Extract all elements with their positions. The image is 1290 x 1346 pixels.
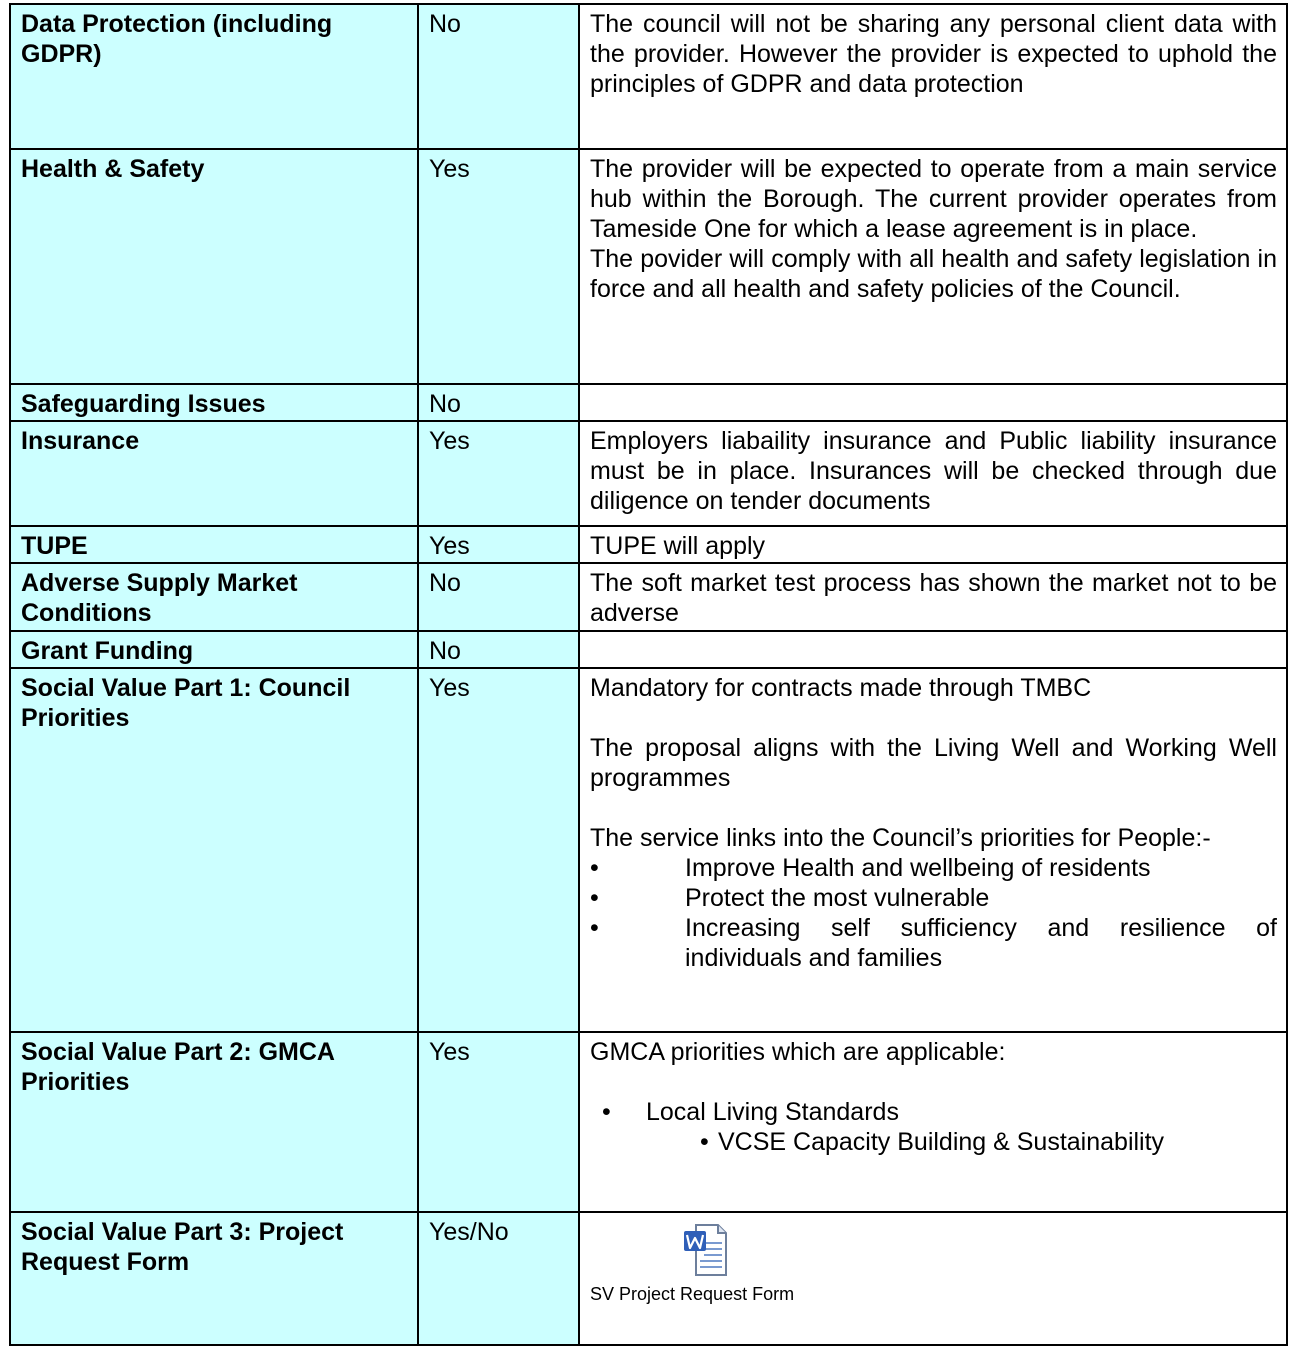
detail-paragraph: GMCA priorities which are applicable:: [590, 1038, 1006, 1066]
row-category: Social Value Part 3: Project Request Form: [10, 1212, 418, 1345]
list-item: [590, 853, 1277, 883]
list-subitem: • VCSE Capacity Building & Sustainability: [590, 1127, 1277, 1157]
bullet-text: Improve Health and wellbeing of residents: [685, 854, 1151, 882]
table-row: [10, 1212, 1287, 1345]
row-detail: [579, 384, 1287, 421]
detail-paragraph: The povider will comply with all health and safety legislation in force and all health and safety policies of the Council.: [590, 245, 1277, 303]
bullet-marker: •: [590, 914, 599, 942]
document-table: [9, 3, 1288, 1346]
table-row: [10, 149, 1287, 384]
row-category: Adverse Supply Market Conditions: [10, 563, 418, 631]
bullet-marker: •: [590, 884, 599, 912]
detail-paragraph: The council will not be sharing any personal client data with the provider. However the provider is expected to uphold the principles of GDPR and data protection: [590, 10, 1277, 98]
row-detail: [579, 563, 1287, 631]
row-category: Insurance: [10, 421, 418, 526]
row-answer: No: [418, 4, 579, 149]
table-row: [10, 526, 1287, 563]
row-answer: No: [418, 384, 579, 421]
bullet-marker: •: [590, 854, 599, 882]
row-answer: No: [418, 563, 579, 631]
list-item: • Local Living Standards: [590, 1097, 1277, 1127]
table-row: [10, 563, 1287, 631]
table-row: [10, 668, 1287, 1032]
row-answer: Yes/No: [418, 1212, 579, 1345]
table-row: [10, 1032, 1287, 1212]
table-row: [10, 421, 1287, 526]
attachment-label: SV Project Request Form: [590, 1284, 795, 1304]
row-answer: Yes: [418, 526, 579, 563]
row-category: Social Value Part 1: Council Priorities: [10, 668, 418, 1032]
row-detail: [579, 668, 1287, 1032]
word-document-icon: [682, 1223, 728, 1277]
row-detail: [579, 1212, 1287, 1345]
row-category: Data Protection (including GDPR): [10, 4, 418, 149]
row-answer: Yes: [418, 668, 579, 1032]
row-detail: [579, 149, 1287, 384]
bullet-text: Protect the most vulnerable: [685, 884, 990, 912]
detail-paragraph: The soft market test process has shown the market not to be adverse: [590, 569, 1277, 627]
attachment[interactable]: [590, 1223, 820, 1305]
list-item: [590, 883, 1277, 913]
row-category: Grant Funding: [10, 631, 418, 668]
row-answer: No: [418, 631, 579, 668]
row-category: Safeguarding Issues: [10, 384, 418, 421]
detail-paragraph: The proposal aligns with the Living Well and Working Well programmes: [590, 734, 1277, 792]
list-item: [590, 913, 1277, 973]
row-detail: TUPE will apply: [579, 526, 1287, 563]
detail-paragraph: The provider will be expected to operate from a main service hub within the Borough. The current provider operates from Tameside One for which a lease agreement is in place.: [590, 155, 1277, 243]
row-answer: Yes: [418, 421, 579, 526]
row-detail: [579, 1032, 1287, 1212]
row-category: TUPE: [10, 526, 418, 563]
table-row: [10, 4, 1287, 149]
table-row: [10, 384, 1287, 421]
detail-paragraph: Employers liabaility insurance and Public liability insurance must be in place. Insurances will be checked through due diligence on tender documents: [590, 427, 1277, 515]
bullet-text: Increasing self sufficiency and resilience of individuals and families: [685, 914, 1277, 972]
row-answer: Yes: [418, 1032, 579, 1212]
row-answer: Yes: [418, 149, 579, 384]
row-category: Health & Safety: [10, 149, 418, 384]
table-row: [10, 631, 1287, 668]
row-category: Social Value Part 2: GMCA Priorities: [10, 1032, 418, 1212]
row-detail: [579, 421, 1287, 526]
row-detail: [579, 631, 1287, 668]
gmca-list: [590, 1097, 1277, 1157]
row-detail: [579, 4, 1287, 149]
detail-paragraph: The service links into the Council’s priorities for People:-: [590, 824, 1211, 852]
detail-paragraph: Mandatory for contracts made through TMBC: [590, 674, 1092, 702]
